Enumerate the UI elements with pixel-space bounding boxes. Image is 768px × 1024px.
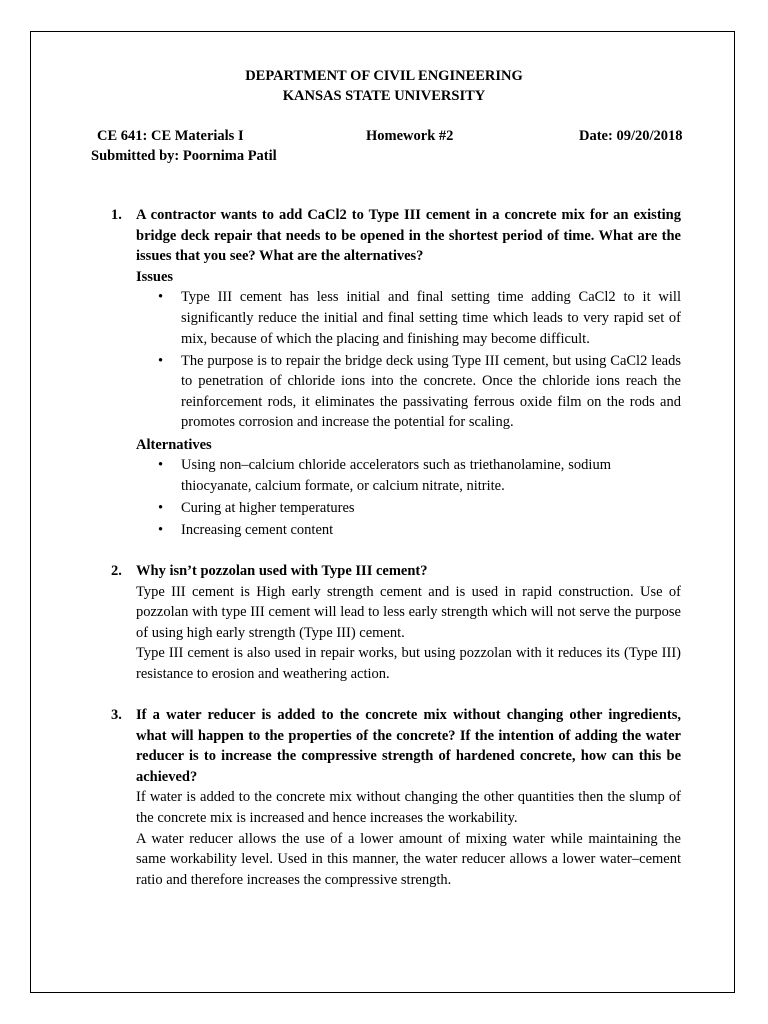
date-label: Date: 09/20/2018 [579, 128, 683, 144]
answer-paragraph: Type III cement is also used in repair works, but using pozzolan with it reduces its (Type III) resistance to erosion and weathering action. [136, 645, 681, 682]
department-title: DEPARTMENT OF CIVIL ENGINEERING [245, 68, 523, 84]
question-3 [111, 705, 681, 890]
question-number: 2. [111, 563, 122, 579]
answer-paragraph: Type III cement is High early strength cement and is used in rapid construction. Use of pozzolan with type III cement will lead to less early strength which will not serve the purpose of using high early strength (Type III) cement. [136, 583, 681, 641]
submitted-by-label: Submitted by: Poornima Patil [91, 148, 277, 164]
bullet-icon: • [158, 352, 164, 369]
homework-label: Homework #2 [366, 128, 454, 144]
list-item: • Increasing cement content [136, 520, 681, 541]
bullet-icon: • [158, 521, 164, 538]
bullet-icon: • [158, 499, 164, 516]
question-number: 3. [111, 707, 122, 723]
bullet-icon: • [158, 457, 164, 474]
list-item: • Type III cement has less initial and final setting time adding CaCl2 to it will significantly reduce the initial and final setting time which leads to very rapid set of mix, because of which the placing and finishing may become difficult. [158, 289, 681, 347]
question-text: A contractor wants to add CaCl2 to Type III cement in a concrete mix for an existing bridge deck repair that needs to be opened in the shortest period of time. What are the issues that you see? What are the alternatives? [136, 207, 681, 265]
question-1 [111, 205, 681, 542]
list-item: • Using non–calcium chloride accelerators such as triethanolamine, sodium thiocyanate, calcium formate, or calcium nitrate, nitrite. [158, 457, 611, 494]
answer-paragraph: A water reducer allows the use of a lower amount of mixing water while maintaining the same workability level. Used in this manner, the water reducer allows a lower water–cement ratio and therefore increases the compressive strength. [136, 830, 681, 888]
list-item: • Curing at higher temperatures [136, 498, 681, 519]
bullet-icon: • [158, 289, 164, 306]
issues-heading: Issues [136, 268, 174, 285]
question-text: If a water reducer is added to the concrete mix without changing other ingredients, what will happen to the properties of the concrete? If the intention of adding the water reducer is to increase the compressive strength of hardened concrete, how can this be achieved? [136, 707, 681, 785]
course-label: CE 641: CE Materials I [97, 128, 244, 144]
university-title: KANSAS STATE UNIVERSITY [282, 88, 486, 104]
list-item: • The purpose is to repair the bridge deck using Type III cement, but using CaCl2 leads to penetration of chloride ions into the concrete. Once the chloride ions reach the reinforcement rods, it eliminates the passivating ferrous oxide film on the rods and promotes corrosion and increase the potential for scaling. [158, 352, 681, 431]
question-number: 1. [111, 207, 122, 223]
alternatives-list [136, 455, 681, 540]
question-text: Why isn’t pozzolan used with Type III cement? [136, 563, 428, 579]
answer-paragraph: If water is added to the concrete mix without changing the other quantities then the slump of the concrete mix is increased and hence increases the workability. [136, 789, 681, 826]
issues-list [136, 287, 681, 433]
question-2 [111, 561, 681, 685]
alternatives-heading: Alternatives [136, 436, 212, 453]
